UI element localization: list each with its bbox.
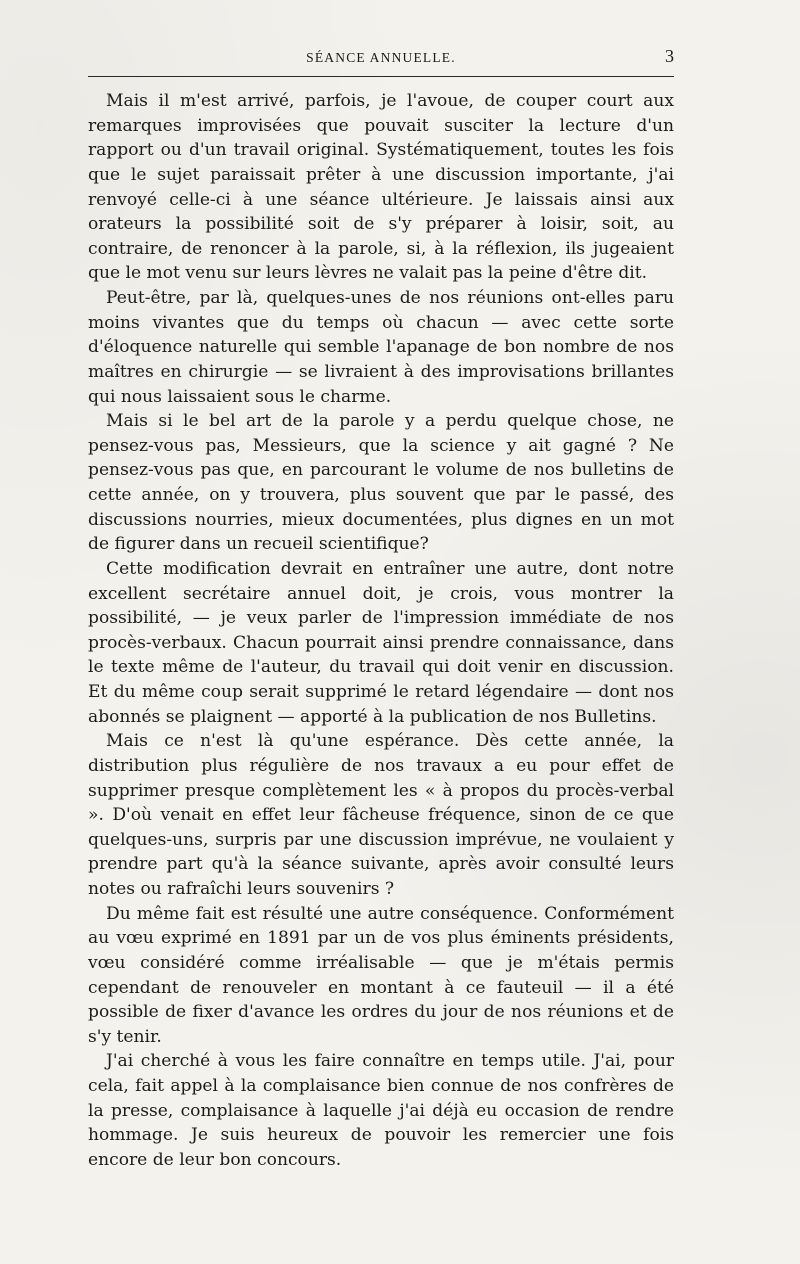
paragraph-7: J'ai cherché à vous les faire connaître en temps utile. J'ai, pour cela, fait appel à la complaisance bien connue de nos confrères de la presse, complaisance à laquelle j'ai déjà eu occasion de rendre hommage. Je suis heureux de pouvoir les remercier une fois encore de leur bon concours.: [88, 1051, 674, 1170]
page-number: 3: [665, 46, 674, 66]
paragraph-2: Peut-être, par là, quelques-unes de nos réunions ont-elles paru moins vivantes que du temps où chacun — avec cette sorte d'éloquence naturelle qui semble l'apanage de bon nombre de nos maîtres en chirurgie — se livraient à des improvisations brillantes qui nous laissaient sous le charme.: [88, 288, 674, 407]
paragraph-6: Du même fait est résulté une autre conséquence. Conformément au vœu exprimé en 1891 par un de vos plus éminents présidents, vœu considéré comme irréalisable — que je m'étais permis cependant de renouveler en montant à ce fauteuil — il a été possible de fixer d'avance les ordres du jour de nos réunions et de s'y tenir.: [88, 903, 674, 1047]
running-title: SÉANCE ANNUELLE.: [306, 50, 456, 65]
paragraph-4: Cette modification devrait en entraîner une autre, dont notre excellent secrétaire annuel doit, je crois, vous montrer la possibilité, — je veux parler de l'impression immédiate de nos procès-verbaux. Chacun pourrait ainsi prendre connaissance, dans le texte même de l'auteur, du travail qui doit venir en discussion. Et du même coup serait supprimé le retard légendaire — dont nos abonnés se plaignent — apporté à la publication de nos Bulletins.: [88, 558, 674, 727]
paragraph-3: Mais si le bel art de la parole y a perdu quelque chose, ne pensez-vous pas, Messieurs, que la science y ait gagné ? Ne pensez-vous pas que, en parcourant le volume de nos bulletins de cette année, on y trouvera, plus souvent que par le passé, des discussions nourries, mieux documentées, plus dignes en un mot de figurer dans un recueil scientifique?: [88, 411, 674, 555]
running-head: [88, 44, 674, 70]
header-rule: [88, 76, 674, 77]
paragraph-5: Mais ce n'est là qu'une espérance. Dès cette année, la distribution plus régulière de nos travaux a eu pour effet de supprimer presque complètement les « à propos du procès-verbal ». D'où venait en effet leur fâcheuse fréquence, sinon de ce que quelques-uns, surpris par une discussion imprévue, ne voulaient y prendre part qu'à la séance suivante, après avoir consulté leurs notes ou rafraîchi leurs souvenirs ?: [88, 731, 674, 899]
paragraph-1: Mais il m'est arrivé, parfois, je l'avoue, de couper court aux remarques improvisées que pouvait susciter la lecture d'un rapport ou d'un travail original. Systématiquement, toutes les fois que le sujet paraissait prêter à une discussion importante, j'ai renvoyé celle-ci à une séance ultérieure. Je laissais ainsi aux orateurs la possibilité soit de s'y préparer à loisir, soit, au contraire, de renoncer à la parole, si, à la réflexion, ils jugeaient que le mot venu sur leurs lèvres ne valait pas la peine d'être dit.: [88, 91, 674, 284]
body-text: [88, 89, 674, 1173]
